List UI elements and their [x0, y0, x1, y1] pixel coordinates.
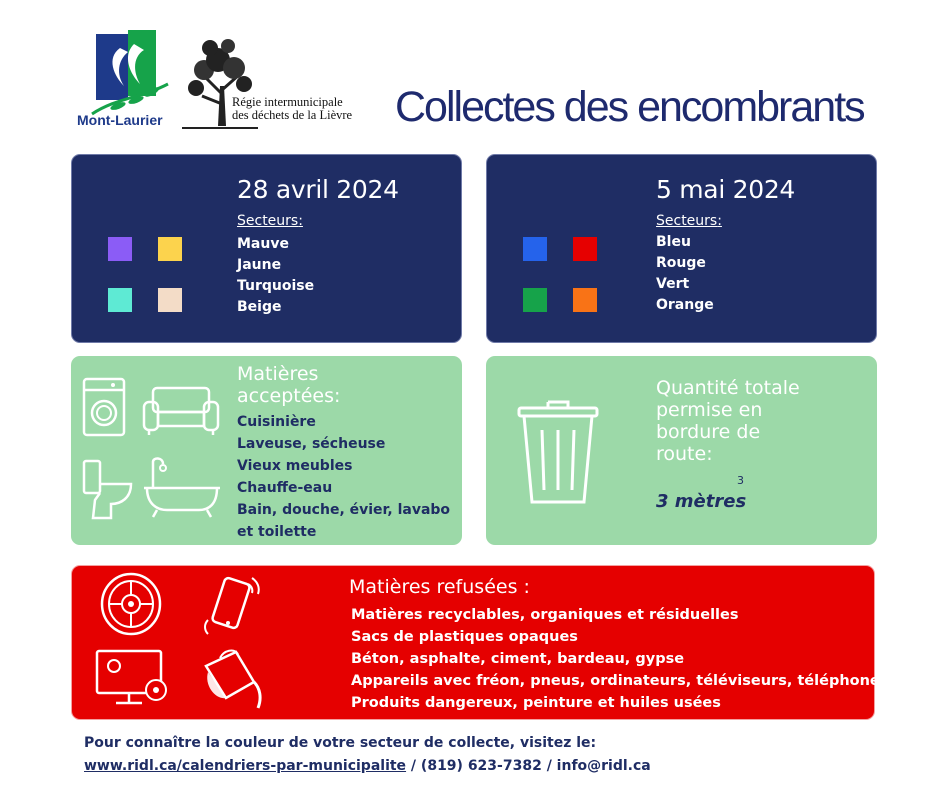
toilet-icon	[83, 460, 133, 520]
refused-materials-card	[71, 565, 880, 720]
collection-card-april	[71, 154, 462, 343]
refused-title: Matières refusées :	[349, 576, 530, 598]
refused-item: Appareils avec fréon, pneus, ordinateurs, téléviseurs, téléphone	[351, 673, 880, 689]
quantity-superscript: 3	[737, 474, 744, 487]
quantity-card	[486, 356, 877, 545]
sector-name: Bleu	[656, 234, 691, 250]
sofa-icon	[143, 386, 219, 436]
accepted-item: Chauffe-eau	[237, 480, 333, 496]
computer-icon	[96, 650, 170, 710]
phone-icon	[200, 572, 264, 636]
sector-swatch-mauve	[108, 237, 132, 261]
sector-swatch-jaune	[158, 237, 182, 261]
footer-phone-email: / (819) 623-7382 / info@ridl.ca	[406, 758, 651, 774]
refused-item: Produits dangereux, peinture et huiles usées	[351, 695, 721, 711]
page-title: Collectes des encombrants	[395, 83, 864, 131]
bathtub-icon	[143, 454, 221, 518]
refused-list	[351, 604, 880, 714]
sector-swatch-bleu	[523, 237, 547, 261]
sector-name: Jaune	[237, 257, 282, 273]
ridl-logo-line1: Régie intermunicipale	[232, 95, 343, 109]
sector-swatch-rouge	[573, 237, 597, 261]
sector-swatch-beige	[158, 288, 182, 312]
accepted-title: Matières acceptées:	[237, 363, 341, 407]
ridl-logo-line2: des déchets de la Lièvre	[232, 108, 353, 122]
quantity-value: 3 mètres	[656, 491, 747, 512]
accepted-materials-card	[71, 356, 462, 545]
accepted-item: Cuisinière	[237, 414, 316, 430]
sector-name: Beige	[237, 299, 282, 315]
accepted-list	[237, 411, 450, 543]
sector-swatch-turquoise	[108, 288, 132, 312]
paint-bucket-icon	[200, 646, 266, 712]
tire-icon	[100, 572, 162, 636]
sector-swatch-orange	[573, 288, 597, 312]
sectors-heading: Secteurs:	[237, 213, 303, 229]
washing-machine-icon	[83, 378, 125, 436]
ridl-logo-text	[232, 96, 352, 122]
accepted-item: Bain, douche, évier, lavabo	[237, 502, 451, 518]
sectors-heading: Secteurs:	[656, 213, 722, 229]
accepted-item: Vieux meubles	[237, 458, 353, 474]
footer-text: Pour connaître la couleur de votre secteur de collecte, visitez le:	[84, 735, 597, 751]
sector-name: Vert	[656, 276, 690, 292]
refused-item: Matières recyclables, organiques et résiduelles	[351, 607, 739, 623]
accepted-item: Laveuse, sécheuse	[237, 436, 386, 452]
sector-list	[656, 232, 714, 316]
accepted-item: et toilette	[237, 524, 317, 540]
trash-can-icon	[518, 396, 598, 506]
quantity-text: Quantité totale permise en bordure de route:	[656, 377, 800, 465]
collection-date: 28 avril 2024	[237, 175, 399, 204]
footer-contact	[84, 758, 651, 774]
sector-list	[237, 234, 314, 318]
collection-card-may	[486, 154, 877, 343]
mont-laurier-logo-text: Mont-Laurier	[77, 112, 163, 128]
sector-name: Turquoise	[237, 278, 315, 294]
refused-item: Sacs de plastiques opaques	[351, 629, 578, 645]
refused-item: Béton, asphalte, ciment, bardeau, gypse	[351, 651, 685, 667]
sector-name: Orange	[656, 297, 714, 313]
website-link[interactable]: www.ridl.ca/calendriers-par-municipalite	[84, 758, 407, 774]
sector-name: Mauve	[237, 236, 289, 252]
sector-swatch-vert	[523, 288, 547, 312]
sector-name: Rouge	[656, 255, 706, 271]
collection-date: 5 mai 2024	[656, 175, 796, 204]
